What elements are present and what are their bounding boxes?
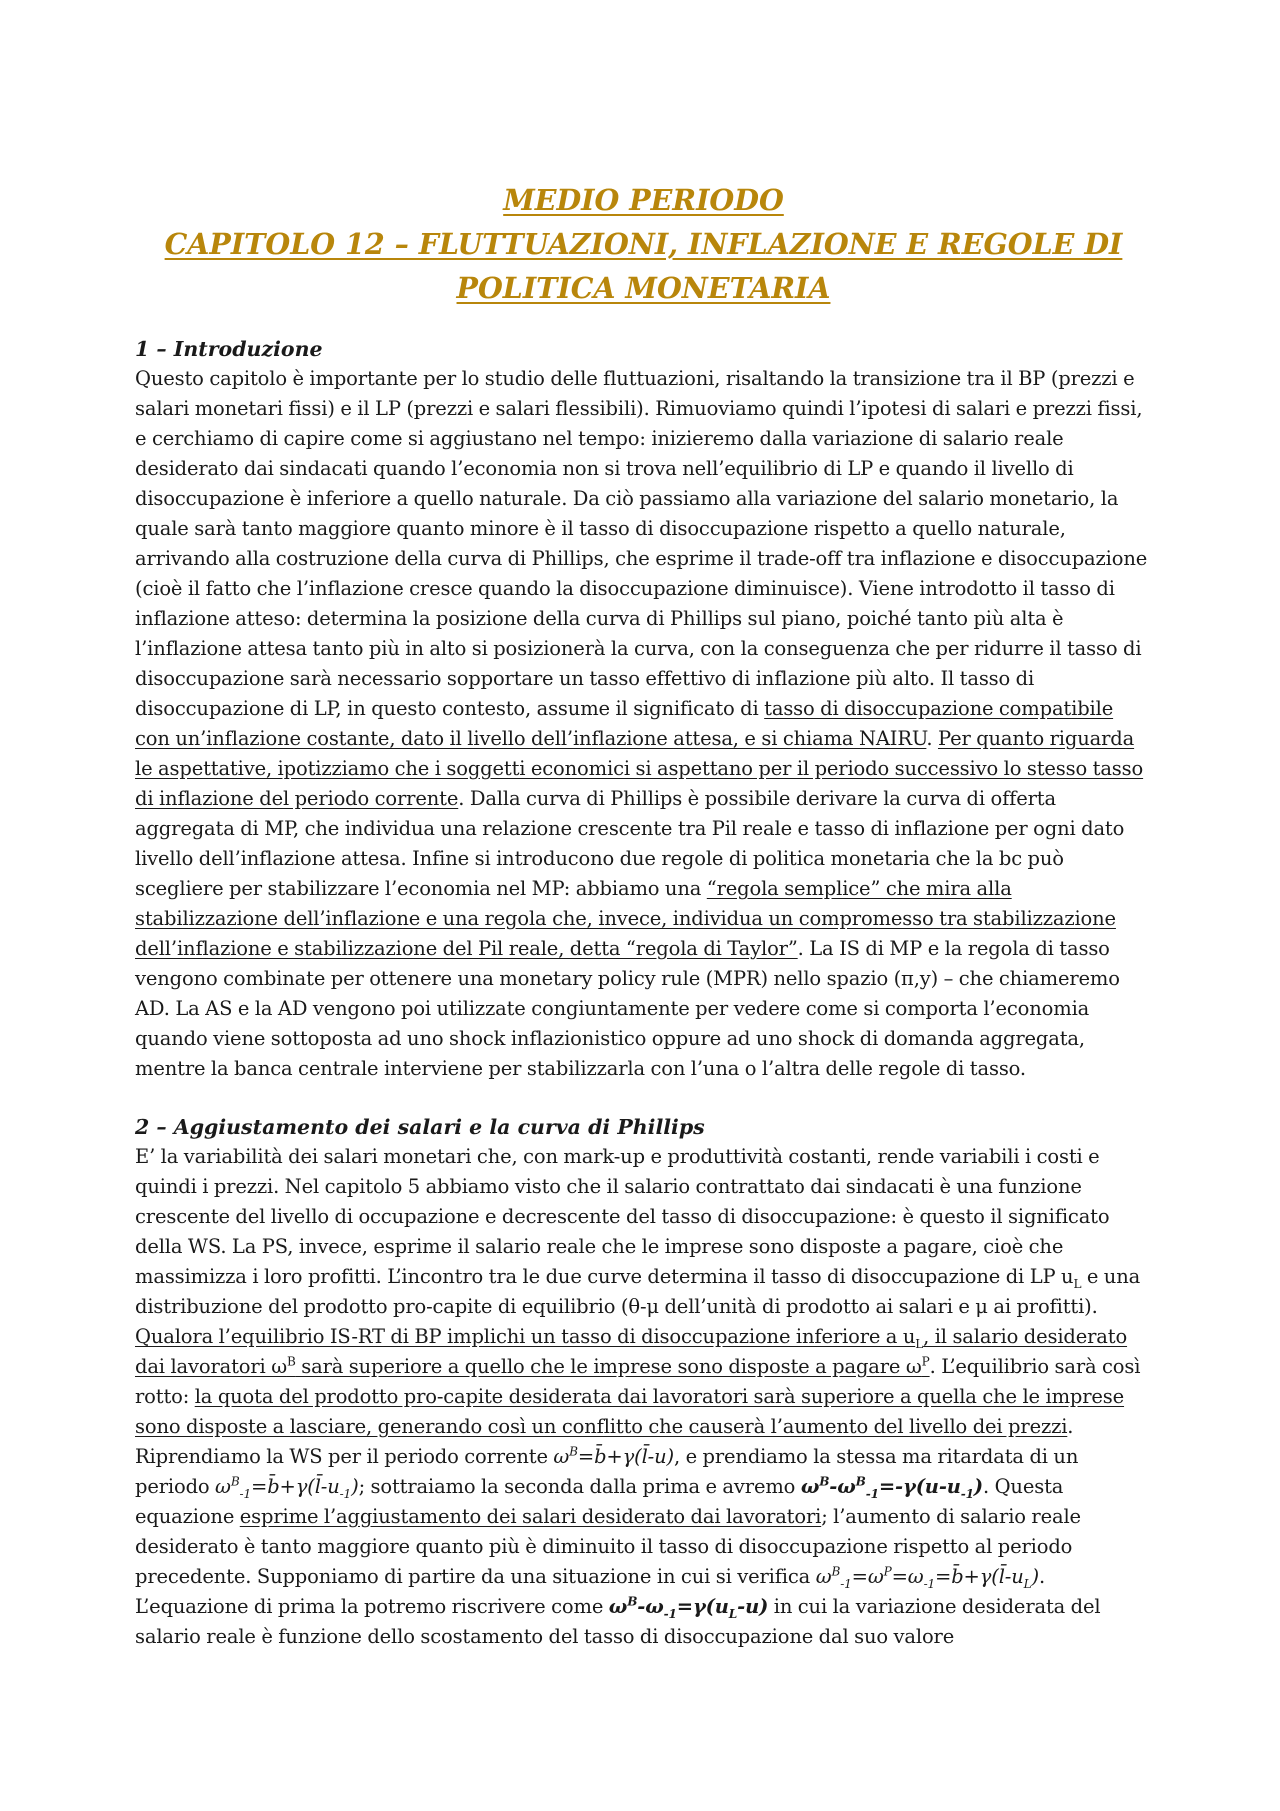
eq-part: ω	[215, 1475, 231, 1498]
subscript: -1	[840, 1576, 852, 1591]
subscript: -1	[960, 1486, 974, 1501]
underlined-text: la quota del prodotto pro-capite desiderata dai lavoratori sarà superiore a quella che le imprese sono disposte a lasciare, generando così un conflitto che causerà l’aumento del livello dei prezzi	[135, 1385, 1125, 1438]
section-2-heading: 2 – Aggiustamento dei salari e la curva di Phillips	[135, 1115, 705, 1139]
superscript: P	[883, 1564, 892, 1579]
eq-part: =b̄+γ(l̄-u	[251, 1475, 340, 1498]
superscript: B	[831, 1564, 841, 1579]
section-2-paragraph	[135, 1142, 1152, 1652]
text-run: Qualora l’equilibrio IS-RT di BP implichi un tasso di disoccupazione inferiore a u	[135, 1325, 916, 1348]
text-run: ; l’aumento di salario reale desiderato è tanto maggiore quanto più è diminuito il tasso di disoccupazione rispetto al periodo precedente. Supponiamo di partire da una situazione in cui si verifica	[135, 1505, 1081, 1588]
text-run: E’ la variabilità dei salari monetari che, con mark-up e produttività costanti, rende variabili i costi e quindi i prezzi. Nel capitolo 5 abbiamo visto che il salario contrattato dai sindacati è una funzione crescente del livello di occupazione e decrescente del tasso di disoccupazione: è questo il significato della WS. La PS, invece, esprime il salario reale che le imprese sono disposte a pagare, cioè che massimizza i loro profitti. L’incontro tra le due curve determina il tasso di disoccupazione di LP u	[135, 1145, 1110, 1288]
underlined-text: Per quanto riguarda le aspettative, ipotizziamo che i soggetti economici si aspettano per il periodo successivo lo stesso tasso di inflazione del periodo corrente	[135, 727, 1144, 810]
text-run: . La IS di MP e la regola di tasso vengono combinate per ottenere una monetary policy rule (MPR) nello spazio (π,y) – che chiameremo AD. La AS e la AD vengono poi utilizzate congiuntamente per vedere come si comporta l’economia quando viene sottoposta ad uno shock inflazionistico oppure ad uno shock di domanda aggregata, mentre la banca centrale interviene per stabilizzarla con l’una o l’altra delle regole di tasso.	[135, 937, 1120, 1080]
eq-part: -ω	[829, 1475, 856, 1498]
subscript: L	[1073, 1276, 1082, 1291]
eq-part: ω	[815, 1565, 832, 1588]
text-run: e una distribuzione del prodotto pro-capite di equilibrio (θ-μ dell’unità di prodotto ai salari e μ ai profitti).	[135, 1265, 1141, 1318]
eq-part: )	[973, 1475, 983, 1498]
eq-part: ω	[553, 1445, 570, 1468]
superscript: P	[921, 1354, 930, 1369]
eq-part: ω	[608, 1595, 628, 1618]
title-line-1: MEDIO PERIODO	[503, 183, 784, 217]
text-run: . Questa equazione	[135, 1475, 1064, 1528]
text-run: . L’equazione di prima la potremo riscrivere come	[135, 1565, 1046, 1618]
section-1-heading: 1 – Introduzione	[135, 337, 323, 361]
underlined-text: tasso di disoccupazione compatibile con un’inflazione costante, dato il livello dell’inflazione attesa, e si chiama NAIRU	[135, 697, 1114, 750]
eq-part: ω	[800, 1475, 820, 1498]
eq-part: =ω	[851, 1565, 884, 1588]
subscript: -1	[239, 1486, 252, 1501]
subscript: -1	[339, 1486, 352, 1501]
section-1-paragraph	[135, 364, 1152, 1084]
superscript: B	[286, 1354, 296, 1369]
text-run: . Dalla curva di Phillips è possibile derivare la curva di offerta aggregata di MP, che individua una relazione crescente tra Pil reale e tasso di inflazione per ogni dato livello dell’inflazione attesa. Infine si introducono due regole di politica monetaria che la bc può scegliere per stabilizzare l’economia nel MP: abbiamo una	[135, 787, 1125, 900]
equation-ws-lagged	[215, 1474, 359, 1501]
eq-part: )	[351, 1475, 359, 1498]
eq-part: =γ(u	[676, 1595, 729, 1618]
title-line-2: CAPITOLO 12 – FLUTTUAZIONI, INFLAZIONE E REGOLE DI	[164, 227, 1123, 261]
eq-part: )	[1031, 1565, 1039, 1588]
title-line-3: POLITICA MONETARIA	[456, 271, 831, 305]
equation-wage-gap	[608, 1594, 769, 1621]
subscript: -1	[923, 1576, 936, 1591]
eq-part: =ω	[891, 1565, 924, 1588]
eq-part: =-γ(u-u	[878, 1475, 961, 1498]
text-run: , il salario desiderato dai lavoratori ω	[135, 1325, 1128, 1378]
text-run: . L’equilibrio sarà così rotto:	[135, 1355, 1141, 1408]
superscript: B	[230, 1474, 240, 1489]
text-run: Questo capitolo è importante per lo studio delle fluttuazioni, risaltando la transizione tra il BP (prezzi e salari monetari fissi) e il LP (prezzi e salari flessibili). Rimuoviamo quindi l’ipotesi di salari e prezzi fissi, e cerchiamo di capire come si aggiustano nel tempo: inizieremo dalla variazione di salario reale desiderato dai sindacati quando l’economia non si trova nell’equilibrio di LP e quando il livello di disoccupazione è inferiore a quello naturale. Da ciò passiamo alla variazione del salario monetario, la quale sarà tanto maggiore quanto minore è il tasso di disoccupazione rispetto a quello naturale, arrivando alla costruzione della curva di Phillips, che esprime il trade-off tra inflazione e disoccupazione (cioè il fatto che l’inflazione cresce quando la disoccupazione diminuisce). Viene introdotto il tasso di inflazione atteso: determina la posizione della curva di Phillips sul piano, poiché tanto più alta è l’inflazione attesa tanto più in alto si posizionerà la curva, con la conseguenza che per ridurre il tasso di disoccupazione sarà necessario sopportare un tasso effettivo di inflazione più alto. Il tasso di disoccupazione di LP, in questo contesto, assume il significato di	[135, 367, 1148, 720]
eq-part: -u)	[737, 1595, 769, 1618]
eq-part: =b̄+γ(l̄-u	[935, 1565, 1024, 1588]
underlined-text: esprime l’aggiustamento dei salari desiderato dai lavoratori	[239, 1505, 822, 1528]
superscript: B	[855, 1474, 866, 1489]
eq-part: -ω	[637, 1595, 664, 1618]
text-run: .	[926, 727, 938, 750]
text-run: , e prendiamo la stessa ma ritardata di un periodo	[135, 1445, 1079, 1498]
underlined-text: “regola semplice” che mira alla stabilizzazione dell’inflazione e una regola che, invece, individua un compromesso tra stabilizzazione dell’inflazione e stabilizzazione del Pil reale, detta “regola di Taylor”	[135, 877, 1116, 960]
subscript: L	[1023, 1576, 1032, 1591]
text-run: sarà superiore a quello che le imprese sono disposte a pagare ω	[295, 1355, 922, 1378]
equation-ws-current	[553, 1445, 674, 1468]
subscript: -1	[865, 1486, 879, 1501]
superscript: B	[627, 1594, 638, 1609]
equation-wage-adjustment	[800, 1474, 983, 1501]
text-run: ; sottraiamo la seconda dalla prima e avremo	[358, 1475, 801, 1498]
subscript: L	[728, 1606, 738, 1621]
superscript: B	[819, 1474, 830, 1489]
text-run: . Riprendiamo la WS per il periodo corrente	[135, 1415, 1074, 1468]
text-run: in cui la variazione desiderata del salario reale è funzione dello scostamento del tasso di disoccupazione dal suo valore	[135, 1595, 1101, 1648]
superscript: B	[569, 1444, 578, 1459]
equation-initial-equilibrium	[815, 1564, 1039, 1591]
subscript: L	[915, 1336, 924, 1351]
eq-part: =b̄+γ(l̄-u)	[577, 1445, 674, 1468]
subscript: -1	[663, 1606, 677, 1621]
